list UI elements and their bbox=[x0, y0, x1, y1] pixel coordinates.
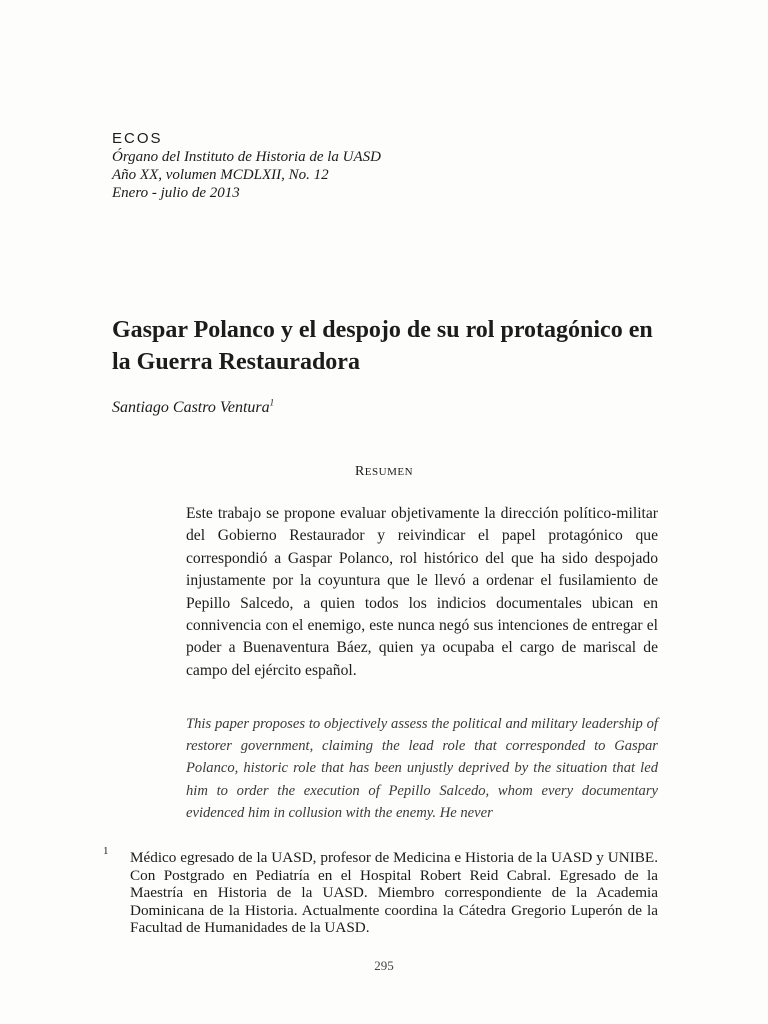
journal-date: Enero - julio de 2013 bbox=[112, 185, 240, 201]
abstract-spanish: Este trabajo se propone evaluar objetivamente la dirección político-militar del Gobierno Restaurador y reivindicar el papel protagónico que correspondió a Gaspar Polanco, rol histórico del que ha sido despojado injustamente por la coyuntura que le llevó a ordenar el fusilamiento de Pepillo Salcedo, a quien todos los indicios documentales ubican en connivencia con el enemigo, este nunca negó sus intenciones de entregar el poder a Buenaventura Báez, quien ya ocupaba el cargo de mariscal de campo del ejército español. bbox=[186, 505, 658, 679]
journal-name: ECOS bbox=[112, 130, 163, 147]
journal-volume: Año XX, volumen MCDLXII, No. 12 bbox=[112, 167, 329, 183]
journal-header bbox=[112, 130, 672, 202]
footnote-marker: 1 bbox=[103, 845, 109, 857]
footnote-text: Médico egresado de la UASD, profesor de Medicina e Historia de la UASD y UNIBE. Con Postgrado en Pediatría en el Hospital Robert Reid Cabral. Egresado de la Maestría en Historia de la UASD. Miembro correspondiente de la Academia Dominicana de la Historia. Actualmente coordina la Cátedra Gregorio Luperón de la Facultad de Humanidades de la UASD. bbox=[130, 849, 658, 937]
abstract-heading-rest: ESUMEN bbox=[364, 466, 414, 478]
author-footnote-mark: 1 bbox=[269, 397, 275, 408]
article-title: Gaspar Polanco y el despojo de su rol protagónico en la Guerra Restauradora bbox=[112, 317, 653, 375]
author-name: Santiago Castro Ventura bbox=[112, 399, 270, 416]
journal-organ: Órgano del Instituto de Historia de la UASD bbox=[112, 149, 382, 165]
page-number: 295 bbox=[374, 958, 394, 973]
article-author bbox=[112, 398, 274, 418]
abstract-heading-initial: R bbox=[354, 464, 365, 479]
abstract-english: This paper proposes to objectively assess the political and military leadership of restorer government, claiming the lead role that corresponded to Gaspar Polanco, historic role that has been unjustly deprived by the situation that led him to order the execution of Pepillo Salcedo, whom every documentary evidenced him in collusion with the enemy. He never bbox=[186, 716, 658, 821]
abstract-heading bbox=[0, 464, 768, 480]
